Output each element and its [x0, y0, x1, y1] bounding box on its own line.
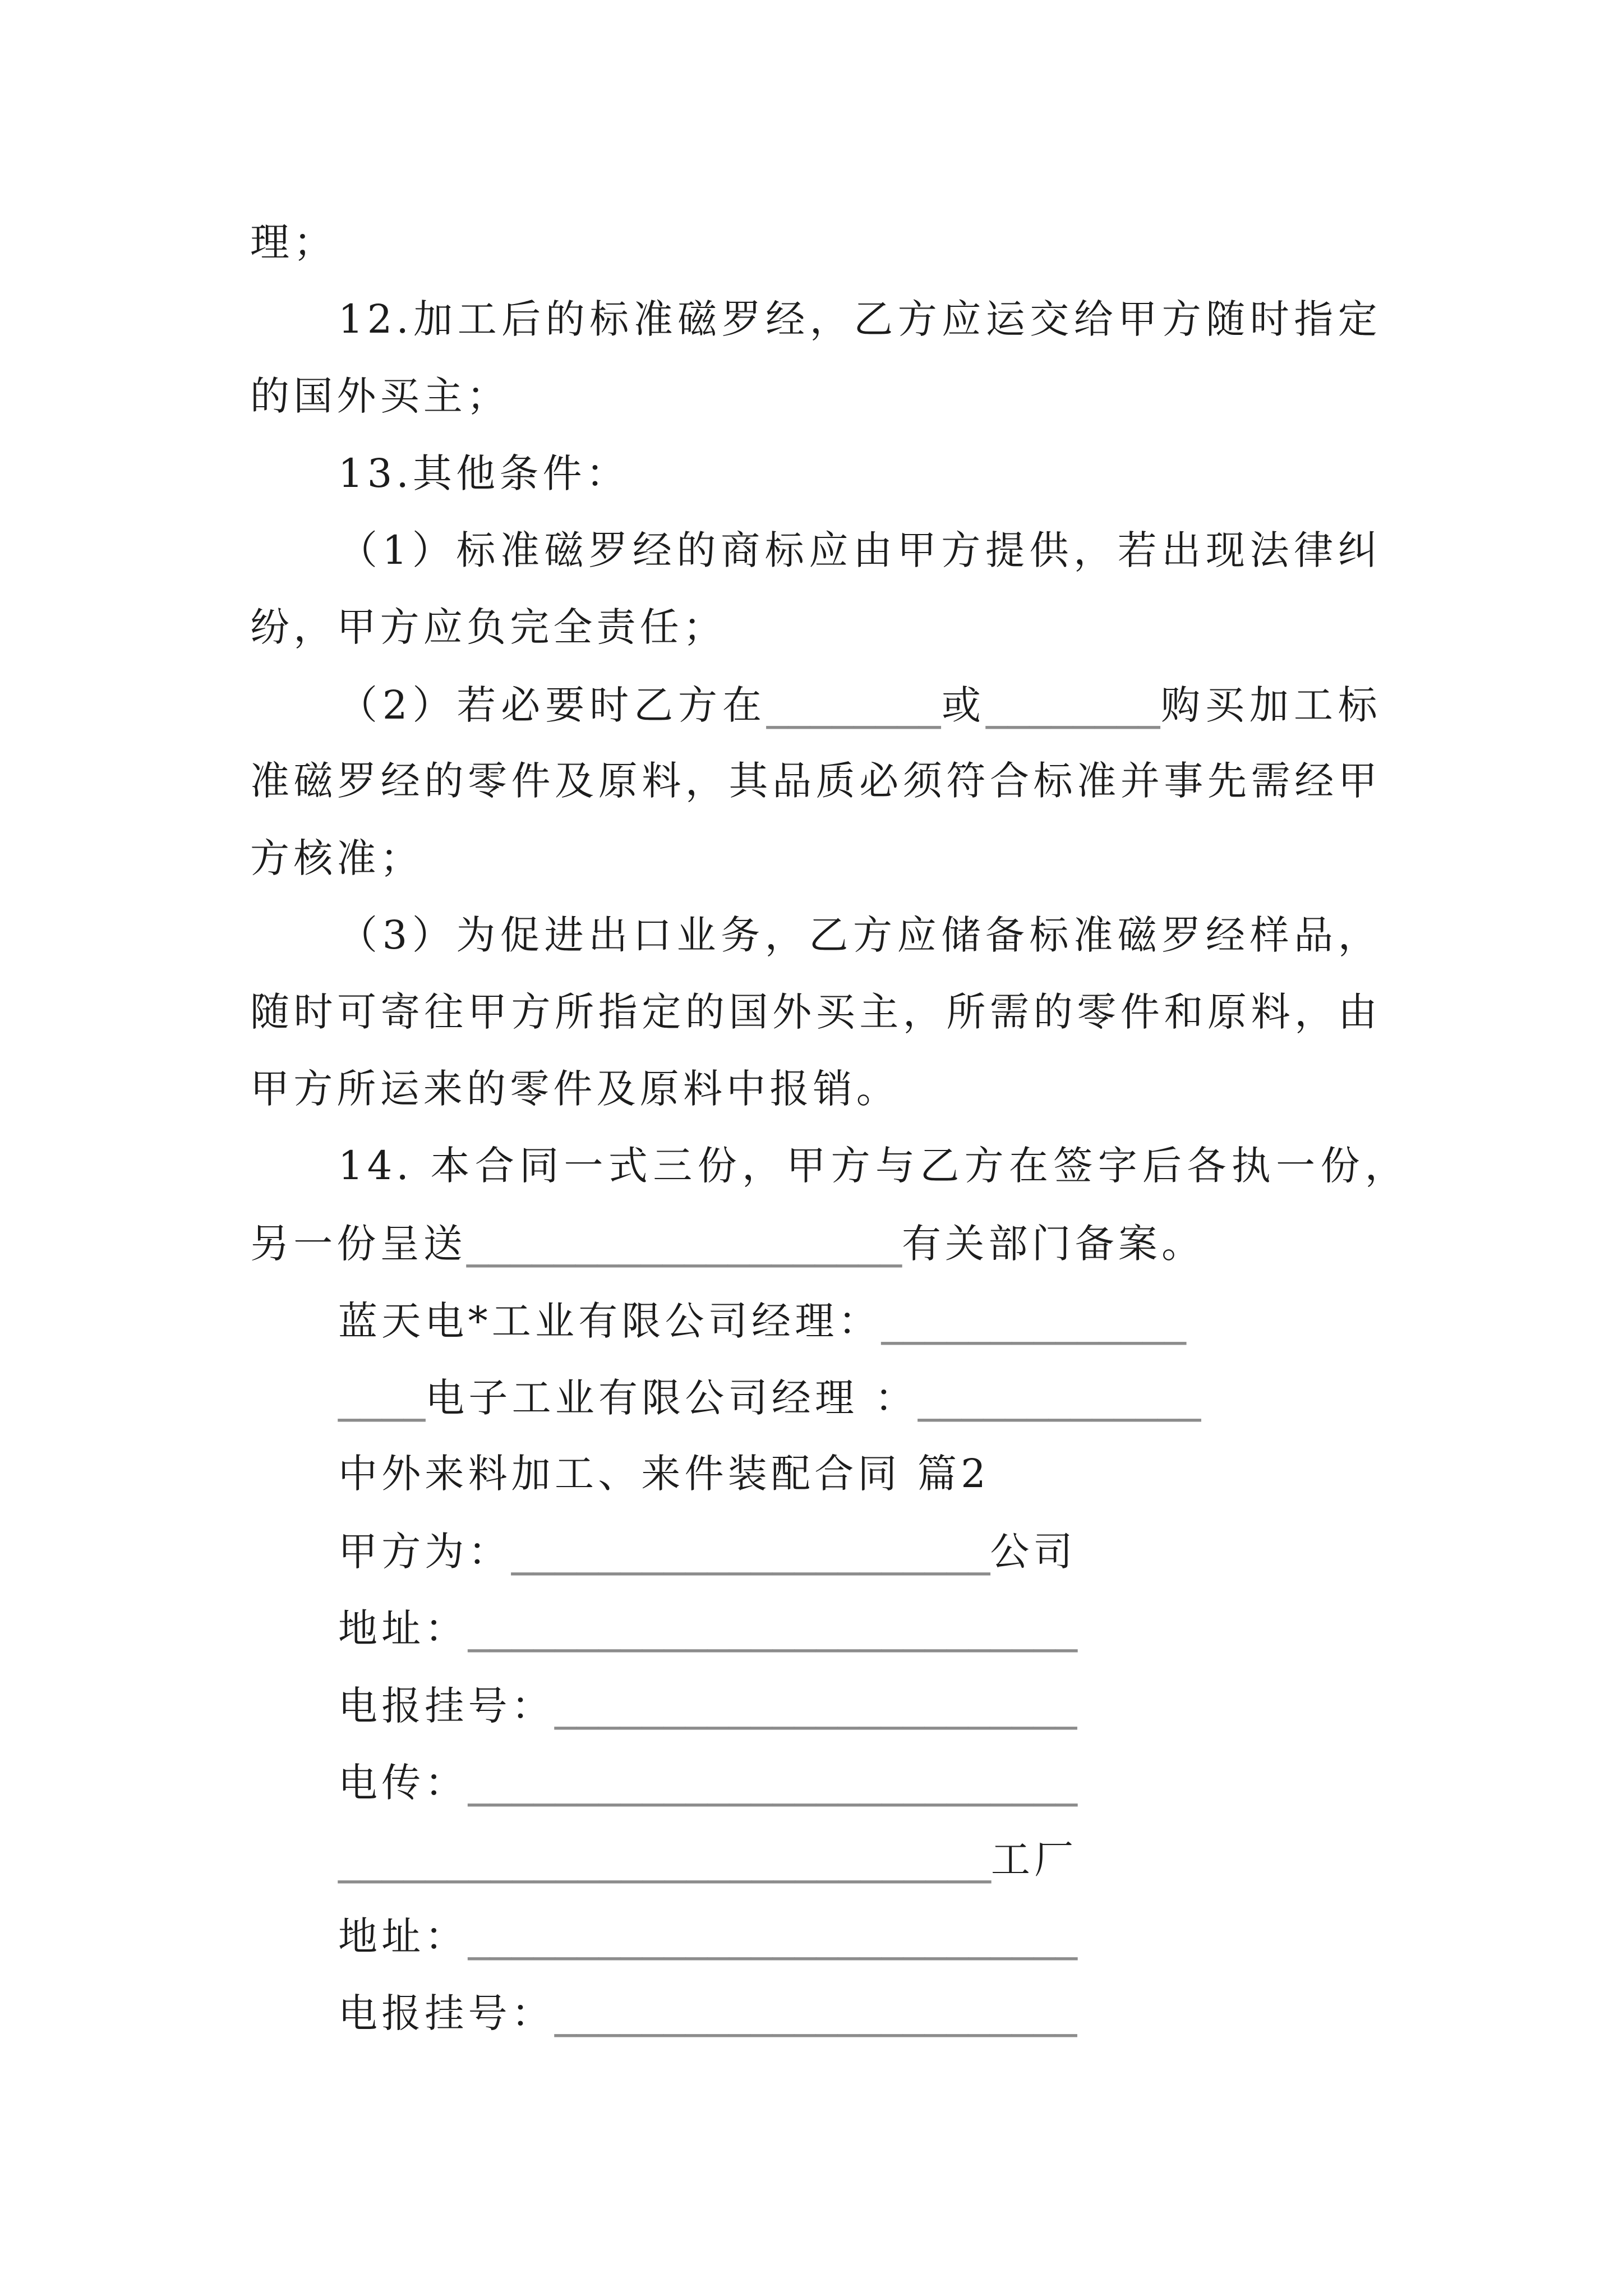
line-text: 中外来料加工、来件装配合同 篇2	[338, 1451, 990, 1497]
blank-field: _____________	[917, 1371, 1201, 1422]
clause-14-line	[250, 1128, 1408, 1204]
party-a-cable-line	[250, 1667, 1381, 1743]
line-text: （3）为促进出口业务，乙方应储备标准磁罗经样品，	[338, 912, 1381, 958]
clause-12-line	[250, 358, 1381, 435]
signature-line-electronics	[250, 1359, 1381, 1435]
clause-13-item-3-line	[250, 974, 1381, 1051]
blank-field: ______________________	[511, 1525, 990, 1576]
line-text: 地址：	[338, 1913, 468, 1960]
line-text: 电子工业有限公司经理 ：	[425, 1374, 918, 1421]
document-page	[250, 204, 1408, 2051]
line-text: 随时可寄往甲方所指定的国外买主，所需的零件和原料，由	[250, 988, 1381, 1035]
continuation-line	[250, 204, 1381, 281]
line-text: 电传：	[338, 1759, 468, 1806]
factory-address-line	[250, 1897, 1381, 1974]
clause-13-item-1-line	[250, 589, 1381, 666]
line-text: 购买加工标	[1160, 682, 1381, 729]
line-text: 电报挂号：	[338, 1682, 555, 1729]
party-a-address-line	[250, 1589, 1381, 1666]
party-a-telex-line	[250, 1743, 1381, 1820]
line-text: 有关部门备案。	[901, 1221, 1205, 1267]
clause-13-heading	[250, 435, 1381, 512]
contract-2-title	[250, 1435, 1381, 1512]
line-text: 或	[940, 682, 986, 729]
line-text: 地址：	[338, 1605, 468, 1652]
factory-cable-line	[250, 1974, 1381, 2051]
line-text: （2）若必要时乙方在	[338, 682, 767, 729]
line-text: 13.其他条件：	[338, 450, 629, 496]
line-text: 12.加工后的标准磁罗经，乙方应运交给甲方随时指定	[338, 296, 1381, 343]
line-text: 电报挂号：	[338, 1990, 555, 2037]
blank-field: ________________________	[555, 1987, 1077, 2038]
line-text: 另一份呈送	[250, 1221, 467, 1267]
line-text: 14. 本合同一式三份，甲方与乙方在签字后各执一份，	[338, 1143, 1408, 1189]
clause-13-item-3-line	[250, 897, 1381, 974]
clause-13-item-3-line	[250, 1051, 1381, 1128]
blank-field: ______________	[881, 1294, 1186, 1345]
party-a-name-line	[250, 1512, 1381, 1589]
blank-field: ________	[985, 679, 1160, 730]
line-text: 理；	[250, 219, 337, 265]
clause-14-line	[250, 1204, 1381, 1281]
line-text: 甲方为：	[338, 1529, 511, 1575]
line-text: （1）标准磁罗经的商标应由甲方提供，若出现法律纠	[338, 527, 1381, 573]
line-text: 的国外买主；	[250, 373, 510, 420]
clause-13-item-1-line	[250, 512, 1381, 589]
line-text: 方核准；	[250, 835, 423, 881]
line-text: 准磁罗经的零件及原料，其品质必须符合标准并事先需经甲	[250, 758, 1381, 804]
signature-line-lantian	[250, 1282, 1381, 1359]
blank-field: ______________________________	[338, 1833, 991, 1884]
clause-13-item-2-line	[250, 820, 1381, 897]
line-text: 蓝天电*工业有限公司经理：	[338, 1297, 882, 1344]
blank-field: ________	[766, 679, 941, 730]
clause-13-item-2-line	[250, 666, 1381, 743]
blank-field: ____________________	[467, 1217, 902, 1268]
blank-field: ____________________________	[468, 1602, 1077, 1653]
clause-13-item-2-line	[250, 743, 1381, 820]
blank-field: ____	[338, 1371, 426, 1422]
blank-field: ________________________	[555, 1679, 1077, 1730]
line-text: 纷，甲方应负完全责任；	[250, 604, 727, 650]
line-text: 甲方所运来的零件及原料中报销。	[250, 1066, 900, 1112]
blank-field: ____________________________	[468, 1756, 1077, 1807]
line-text: 工厂	[990, 1836, 1078, 1883]
blank-field: ____________________________	[468, 1910, 1077, 1961]
line-text: 公司	[990, 1529, 1077, 1575]
clause-12-line	[250, 281, 1381, 358]
factory-name-line	[250, 1820, 1381, 1897]
